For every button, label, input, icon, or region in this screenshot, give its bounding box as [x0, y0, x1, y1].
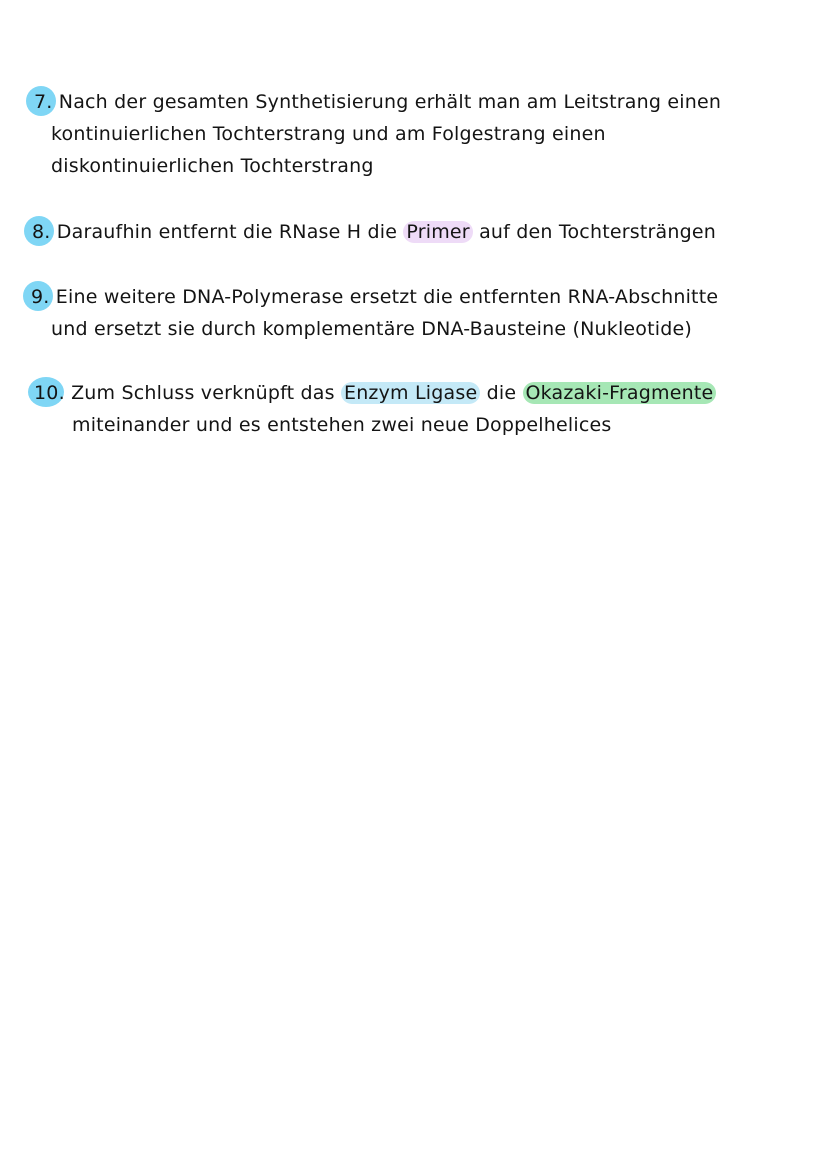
- step-9-text-1: Eine weitere DNA-Polymerase ersetzt die entfernten RNA-Abschnitte: [55, 286, 719, 308]
- highlight-okazaki-fragmente: Okazaki-Fragmente: [523, 382, 717, 404]
- step-7-line-3: diskontinuierlichen Tochterstrang: [51, 155, 374, 177]
- step-8-line-1: [32, 216, 716, 248]
- step-7-line-1: [34, 86, 721, 118]
- step-7-line-2: kontinuierlichen Tochterstrang und am Folgestrang einen: [51, 123, 606, 145]
- step-8-text-after: auf den Tochtersträngen: [479, 221, 716, 243]
- step-10: [34, 377, 716, 441]
- step-9: [31, 281, 718, 345]
- step-9-line-2: und ersetzt sie durch komplementäre DNA-Bausteine (Nukleotide): [51, 318, 693, 340]
- highlight-primer: Primer: [403, 221, 472, 243]
- step-10-line-1: [34, 377, 716, 409]
- step-10-text-middle: die: [486, 382, 517, 404]
- step-8-text-before: Daraufhin entfernt die RNase H die: [56, 221, 398, 243]
- step-9-line-1: [31, 281, 718, 313]
- step-10-line-2: miteinander und es entstehen zwei neue Doppelhelices: [72, 414, 612, 436]
- step-number-10: 10.: [34, 377, 65, 409]
- step-10-text-before: Zum Schluss verknüpft das: [71, 382, 335, 404]
- step-7: [34, 86, 721, 182]
- step-8: [32, 216, 716, 248]
- step-7-text-1: Nach der gesamten Synthetisierung erhält man am Leitstrang einen: [58, 91, 722, 113]
- step-number-8: 8.: [32, 216, 51, 248]
- step-number-7: 7.: [34, 86, 53, 118]
- highlight-enzym-ligase: Enzym Ligase: [341, 382, 480, 404]
- step-number-9: 9.: [31, 281, 50, 313]
